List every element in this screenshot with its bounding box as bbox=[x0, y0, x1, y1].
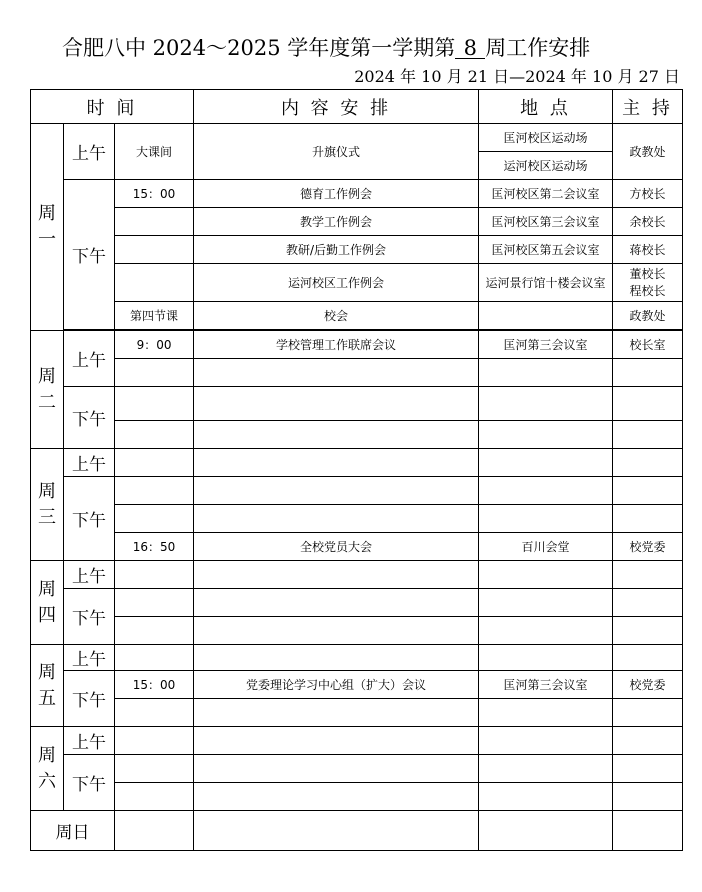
event-time bbox=[115, 208, 194, 236]
date-range: 2024 年 10 月 21 日—2024 年 10 月 27 日 bbox=[354, 67, 680, 86]
header-content: 内 容 安 排 bbox=[194, 90, 479, 124]
table-row bbox=[31, 359, 683, 387]
table-row bbox=[31, 208, 683, 236]
event-time: 16：50 bbox=[115, 533, 194, 561]
event-time: 15：00 bbox=[115, 180, 194, 208]
table-row bbox=[31, 783, 683, 811]
event-content: 校会 bbox=[194, 302, 479, 330]
period-pm: 下午 bbox=[64, 387, 115, 449]
table-row bbox=[31, 617, 683, 645]
table-row bbox=[31, 727, 683, 755]
schedule-table bbox=[30, 89, 683, 851]
header-row bbox=[31, 90, 683, 124]
event-host: 政教处 bbox=[613, 302, 683, 330]
day-friday: 周 五 bbox=[31, 645, 64, 727]
title-suffix: 周工作安排 bbox=[485, 36, 591, 60]
day-thursday: 周 四 bbox=[31, 561, 64, 645]
period-pm: 下午 bbox=[64, 477, 115, 561]
event-host: 方校长 bbox=[613, 180, 683, 208]
event-location bbox=[479, 302, 613, 330]
period-am: 上午 bbox=[64, 124, 115, 180]
table-row bbox=[31, 477, 683, 505]
event-location: 匡河校区第三会议室 bbox=[479, 208, 613, 236]
header-location: 地 点 bbox=[479, 90, 613, 124]
day-saturday: 周 六 bbox=[31, 727, 64, 811]
period-am: 上午 bbox=[64, 561, 115, 589]
period-pm: 下午 bbox=[64, 589, 115, 645]
period-am: 上午 bbox=[64, 727, 115, 755]
period-am: 上午 bbox=[64, 645, 115, 671]
table-row bbox=[31, 589, 683, 617]
event-time bbox=[115, 264, 194, 302]
period-pm: 下午 bbox=[64, 755, 115, 811]
table-row bbox=[31, 645, 683, 671]
event-host: 政教处 bbox=[613, 124, 683, 180]
table-row bbox=[31, 421, 683, 449]
table-row bbox=[31, 180, 683, 208]
period-am: 上午 bbox=[64, 331, 115, 387]
event-content: 运河校区工作例会 bbox=[194, 264, 479, 302]
event-host: 校党委 bbox=[613, 671, 683, 699]
event-location: 匡河校区运动场 bbox=[479, 124, 613, 152]
day-tuesday: 周 二 bbox=[31, 331, 64, 449]
event-host: 校党委 bbox=[613, 533, 683, 561]
week-number: 8 bbox=[455, 38, 485, 59]
day-monday: 周 一 bbox=[31, 124, 64, 331]
event-location: 百川会堂 bbox=[479, 533, 613, 561]
event-time: 9：00 bbox=[115, 331, 194, 359]
period-pm: 下午 bbox=[64, 671, 115, 727]
period-am: 上午 bbox=[64, 449, 115, 477]
event-host: 校长室 bbox=[613, 331, 683, 359]
table-row bbox=[31, 302, 683, 330]
event-content: 党委理论学习中心组（扩大）会议 bbox=[194, 671, 479, 699]
event-time: 第四节课 bbox=[115, 302, 194, 330]
event-location: 匡河校区第二会议室 bbox=[479, 180, 613, 208]
event-location: 运河校区运动场 bbox=[479, 152, 613, 180]
event-time bbox=[115, 236, 194, 264]
table-row bbox=[31, 811, 683, 851]
table-row bbox=[31, 236, 683, 264]
event-location: 匡河第三会议室 bbox=[479, 671, 613, 699]
header-time: 时 间 bbox=[31, 90, 194, 124]
table-row bbox=[31, 124, 683, 152]
page-title bbox=[62, 32, 590, 62]
header-host: 主 持 bbox=[613, 90, 683, 124]
table-row bbox=[31, 264, 683, 302]
event-content: 教研/后勤工作例会 bbox=[194, 236, 479, 264]
period-pm: 下午 bbox=[64, 180, 115, 330]
event-host: 蒋校长 bbox=[613, 236, 683, 264]
table-row bbox=[31, 449, 683, 477]
table-row bbox=[31, 561, 683, 589]
day-wednesday: 周 三 bbox=[31, 449, 64, 561]
table-row bbox=[31, 755, 683, 783]
event-time: 15：00 bbox=[115, 671, 194, 699]
event-content: 德育工作例会 bbox=[194, 180, 479, 208]
event-content: 学校管理工作联席会议 bbox=[194, 331, 479, 359]
event-content: 教学工作例会 bbox=[194, 208, 479, 236]
table-row bbox=[31, 387, 683, 421]
table-row bbox=[31, 671, 683, 699]
day-sunday: 周日 bbox=[31, 811, 115, 851]
table-row bbox=[31, 331, 683, 359]
event-time: 大课间 bbox=[115, 124, 194, 180]
event-location: 匡河校区第五会议室 bbox=[479, 236, 613, 264]
event-content: 升旗仪式 bbox=[194, 124, 479, 180]
event-location: 运河景行馆十楼会议室 bbox=[479, 264, 613, 302]
title-prefix: 合肥八中 2024～2025 学年度第一学期第 bbox=[62, 36, 456, 60]
table-row bbox=[31, 505, 683, 533]
event-host: 董校长 程校长 bbox=[613, 264, 683, 302]
table-row bbox=[31, 699, 683, 727]
event-content: 全校党员大会 bbox=[194, 533, 479, 561]
event-location: 匡河第三会议室 bbox=[479, 331, 613, 359]
table-row bbox=[31, 533, 683, 561]
event-host: 余校长 bbox=[613, 208, 683, 236]
